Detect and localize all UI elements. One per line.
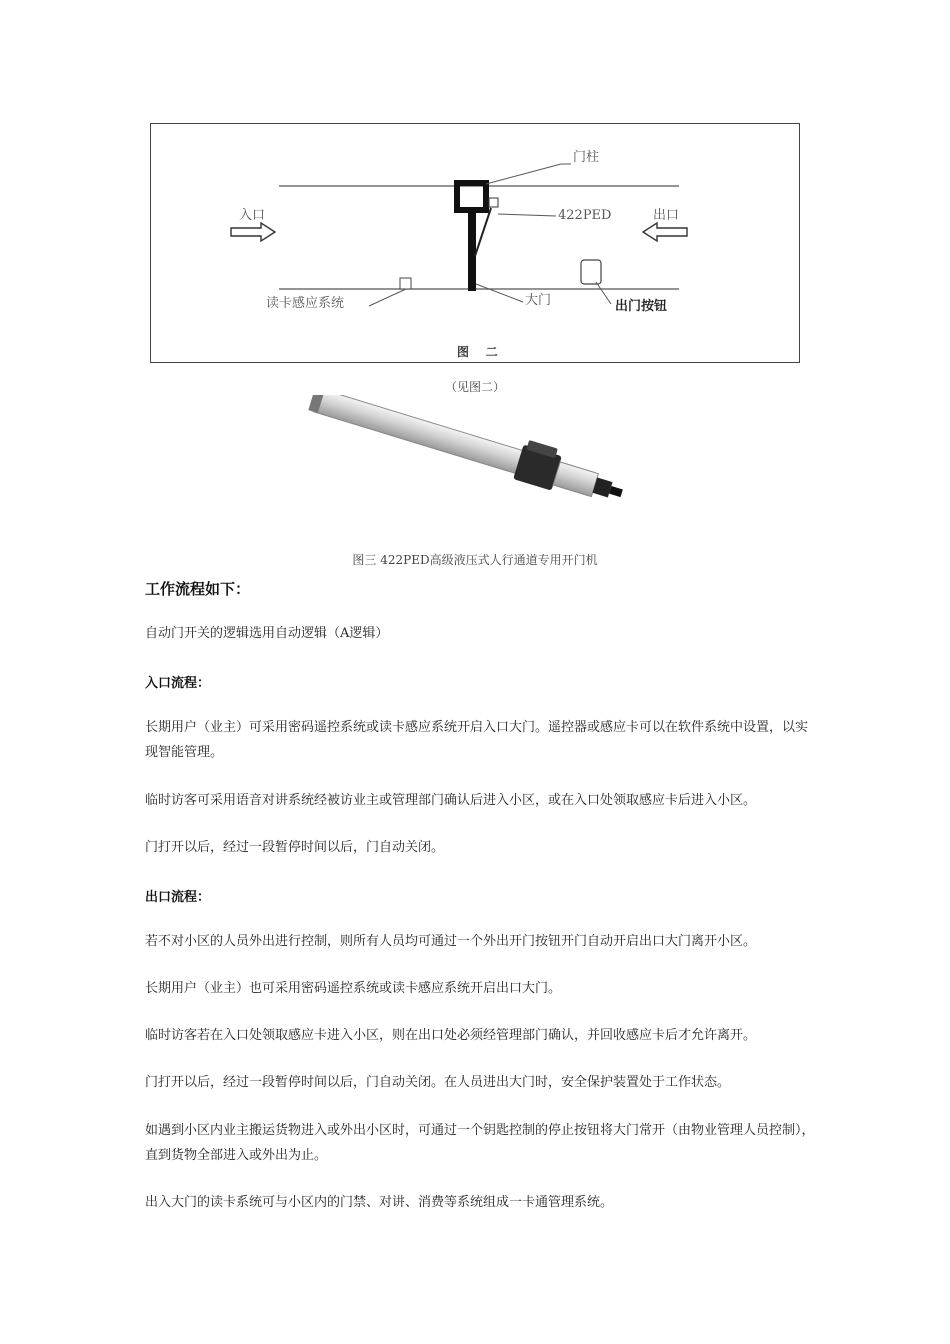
intro-paragraph: 自动门开关的逻辑选用自动逻辑（A逻辑） — [145, 626, 389, 641]
entry-label: 入口 — [239, 208, 266, 223]
opener-box — [489, 198, 498, 207]
model-label: 422PED — [558, 208, 612, 223]
exit-button-label: 出门按钮 — [615, 299, 668, 314]
leader-exit-button — [596, 282, 611, 304]
exit-paragraph-3: 临时访客若在入口处领取感应卡进入小区，则在出口处必须经管理部门确认，并回收感应卡后才允许离开。 — [145, 1028, 757, 1043]
exit-process-title: 出口流程： — [145, 890, 211, 905]
gate-opener-photo — [295, 395, 655, 525]
gate-leaf — [468, 210, 476, 291]
entry-paragraph-1: 长期用户（业主）可采用密码遥控系统或读卡感应系统开启入口大门。遥控器或感应卡可以在软件系统中设置，以实现智能管理。 — [145, 720, 809, 760]
opener-arm — [475, 208, 491, 256]
leader-model — [498, 214, 556, 216]
entry-paragraph-2: 临时访客可采用语音对讲系统经被访业主或管理部门确认后进入小区，或在入口处领取感应卡后进入小区。 — [145, 793, 757, 808]
entry-process-title: 入口流程： — [145, 676, 211, 691]
figure-label: 图 二 — [457, 345, 498, 359]
exit-button-box — [581, 260, 601, 284]
exit-paragraph-5: 如遇到小区内业主搬运货物进入或外出小区时，可通过一个钥匙控制的停止按钮将大门常开（由物业管理人员控制），直到货物全部进入或外出为止。 — [145, 1123, 815, 1163]
figure3-caption: 图三 422PED高级液压式人行通道专用开门机 — [352, 553, 598, 567]
leader-gate — [476, 284, 523, 302]
exit-paragraph-4: 门打开以后，经过一段暂停时间以后，门自动关闭。在人员进出大门时，安全保护装置处于工作状态。 — [145, 1075, 731, 1090]
leader-reader — [369, 289, 406, 306]
gate-pillar — [457, 183, 486, 210]
pillar-label: 门柱 — [573, 150, 600, 165]
exit-paragraph-1: 若不对小区的人员外出进行控制，则所有人员均可通过一个外出开门按钮开门自动开启出口大门离开小区。 — [145, 934, 757, 949]
reader-label: 读卡感应系统 — [266, 296, 345, 311]
exit-paragraph-6: 出入大门的读卡系统可与小区内的门禁、对讲、消费等系统组成一卡通管理系统。 — [145, 1195, 614, 1210]
section-heading: 工作流程如下： — [145, 580, 251, 598]
gate-layout-drawing — [151, 124, 801, 364]
exit-label: 出口 — [653, 208, 680, 223]
gate-label: 大门 — [525, 293, 552, 308]
gate-layout-diagram — [150, 123, 800, 363]
entry-arrow-icon — [231, 223, 275, 241]
figure2-caption: （见图二） — [444, 380, 505, 394]
entry-paragraph-3: 门打开以后，经过一段暂停时间以后，门自动关闭。 — [145, 840, 445, 855]
exit-arrow-icon — [643, 223, 687, 241]
exit-paragraph-2: 长期用户（业主）也可采用密码遥控系统或读卡感应系统开启出口大门。 — [145, 981, 562, 996]
card-reader-box — [400, 278, 411, 289]
leader-pillar — [486, 164, 561, 184]
